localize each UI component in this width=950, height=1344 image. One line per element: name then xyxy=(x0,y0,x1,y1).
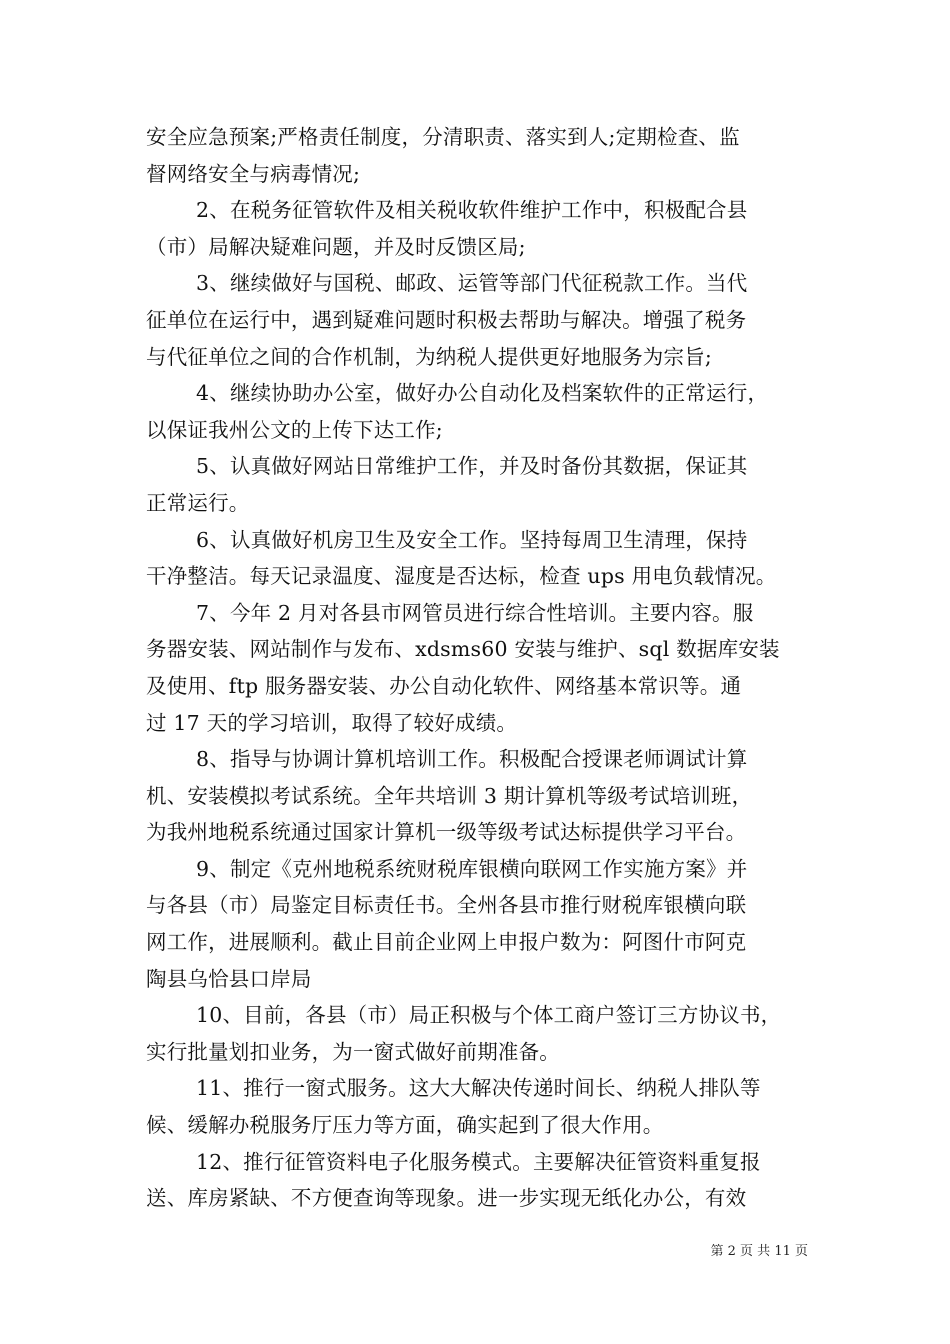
text-line: 安全应急预案;严格责任制度，分清职责、落实到人;定期检查、监 xyxy=(146,125,740,149)
text-line: 2、在税务征管软件及相关税收软件维护工作中，积极配合县 xyxy=(196,198,748,223)
text-line: 7、今年 2 月对各县市网管员进行综合性培训。主要内容。服 xyxy=(196,600,754,625)
document-body xyxy=(146,119,808,1217)
text-line: 征单位在运行中，遇到疑难问题时积极去帮助与解决。增强了税务 xyxy=(146,307,747,332)
text-line: 以保证我州公文的上传下达工作; xyxy=(146,417,443,442)
text-line: 督网络安全与病毒情况; xyxy=(146,161,361,186)
text-line: 12、推行征管资料电子化服务模式。主要解决征管资料重复报 xyxy=(196,1149,761,1174)
text-line: 正常运行。 xyxy=(146,490,250,515)
text-line: 机、安装模拟考试系统。全年共培训 3 期计算机等级考试培训班， xyxy=(146,783,753,808)
text-line: 11、推行一窗式服务。这大大解决传递时间长、纳税人排队等 xyxy=(196,1076,761,1101)
text-line: 候、缓解办税服务厅压力等方面，确实起到了很大作用。 xyxy=(146,1113,664,1138)
text-line: 8、指导与协调计算机培训工作。积极配合授课老师调试计算 xyxy=(196,747,748,772)
page-number: 第 2 页 共 11 页 xyxy=(710,1244,808,1259)
text-line: 实行批量划扣业务，为一窗式做好前期准备。 xyxy=(146,1039,560,1064)
text-line: 与各县（市）局鉴定目标责任书。全州各县市推行财税库银横向联 xyxy=(146,893,747,918)
text-line: 10、目前，各县（市）局正积极与个体工商户签订三方协议书， xyxy=(196,1003,782,1028)
text-line: 与代征单位之间的合作机制，为纳税人提供更好地服务为宗旨; xyxy=(146,344,713,369)
text-line: 过 17 天的学习培训，取得了较好成绩。 xyxy=(146,710,518,735)
text-line: 5、认真做好网站日常维护工作，并及时备份其数据，保证其 xyxy=(196,454,748,479)
text-line: 务器安装、网站制作与发布、xdsms60 安装与维护、sql 数据库安装 xyxy=(146,637,780,662)
text-line: 及使用、ftp 服务器安装、办公自动化软件、网络基本常识等。通 xyxy=(146,673,742,698)
text-line: 网工作，进展顺利。截止目前企业网上申报户数为：阿图什市阿克 xyxy=(146,930,747,955)
text-line: 3、继续做好与国税、邮政、运管等部门代征税款工作。当代 xyxy=(196,271,748,296)
text-line: 9、制定《克州地税系统财税库银横向联网工作实施方案》并 xyxy=(196,856,748,881)
text-line: 送、库房紧缺、不方便查询等现象。进一步实现无纸化办公，有效 xyxy=(146,1186,747,1211)
text-line: 6、认真做好机房卫生及安全工作。坚持每周卫生清理，保持 xyxy=(196,527,748,552)
text-line: 为我州地税系统通过国家计算机一级等级考试达标提供学习平台。 xyxy=(146,820,747,845)
text-line: 陶县乌恰县口岸局 xyxy=(146,966,312,991)
text-line: （市）局解决疑难问题，并及时反馈区局; xyxy=(146,234,526,259)
text-line: 干净整洁。每天记录温度、湿度是否达标，检查 ups 用电负载情况。 xyxy=(146,564,777,589)
text-line: 4、继续协助办公室，做好办公自动化及档案软件的正常运行， xyxy=(196,381,769,406)
